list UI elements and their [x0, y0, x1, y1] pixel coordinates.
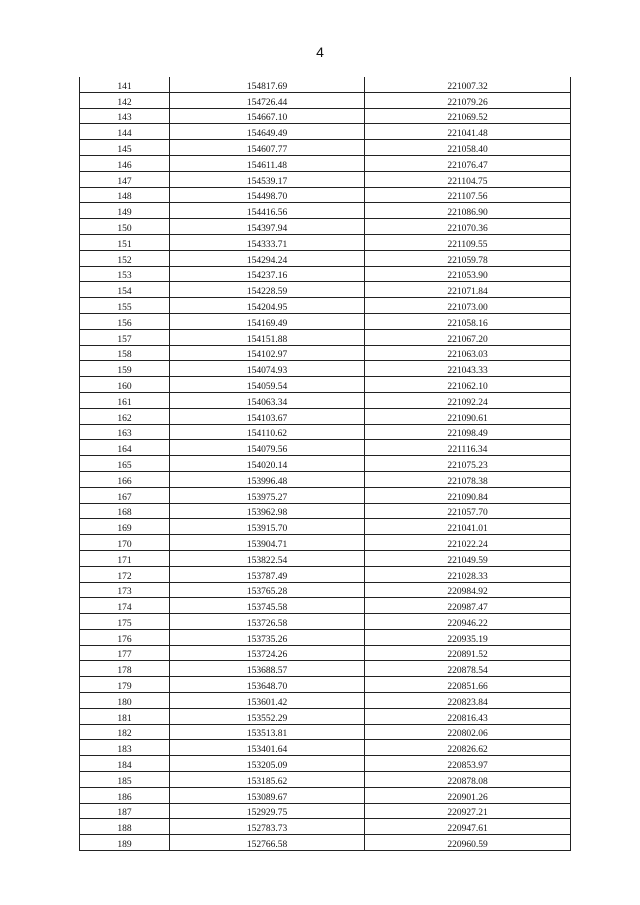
point-number-cell: 189	[80, 835, 170, 851]
x-coordinate-cell: 153089.67	[170, 787, 365, 803]
point-number-cell: 185	[80, 772, 170, 788]
y-coordinate-cell: 221053.90	[365, 266, 571, 282]
table-row	[80, 313, 571, 329]
y-coordinate-cell: 221070.36	[365, 219, 571, 235]
y-coordinate-cell: 220947.61	[365, 819, 571, 835]
point-number-cell: 145	[80, 140, 170, 156]
table-row	[80, 819, 571, 835]
table-row	[80, 282, 571, 298]
table-row	[80, 234, 571, 250]
x-coordinate-cell: 154059.54	[170, 377, 365, 393]
table-row	[80, 598, 571, 614]
y-coordinate-cell: 221041.01	[365, 519, 571, 535]
x-coordinate-cell: 154667.10	[170, 108, 365, 124]
x-coordinate-cell: 153401.64	[170, 740, 365, 756]
point-number-cell: 170	[80, 535, 170, 551]
point-number-cell: 173	[80, 582, 170, 598]
point-number-cell: 144	[80, 124, 170, 140]
y-coordinate-cell: 221098.49	[365, 424, 571, 440]
table-row	[80, 77, 571, 92]
x-coordinate-cell: 154169.49	[170, 313, 365, 329]
point-number-cell: 178	[80, 661, 170, 677]
point-number-cell: 158	[80, 345, 170, 361]
point-number-cell: 179	[80, 677, 170, 693]
y-coordinate-cell: 220853.97	[365, 756, 571, 772]
table-row	[80, 835, 571, 851]
x-coordinate-cell: 154333.71	[170, 234, 365, 250]
x-coordinate-cell: 154498.70	[170, 187, 365, 203]
x-coordinate-cell: 152783.73	[170, 819, 365, 835]
table-row	[80, 392, 571, 408]
x-coordinate-cell: 152766.58	[170, 835, 365, 851]
y-coordinate-cell: 220927.21	[365, 803, 571, 819]
x-coordinate-cell: 153787.49	[170, 566, 365, 582]
x-coordinate-cell: 154102.97	[170, 345, 365, 361]
point-number-cell: 147	[80, 171, 170, 187]
point-number-cell: 157	[80, 329, 170, 345]
x-coordinate-cell: 154726.44	[170, 92, 365, 108]
point-number-cell: 169	[80, 519, 170, 535]
x-coordinate-cell: 154817.69	[170, 77, 365, 92]
x-coordinate-cell: 153726.58	[170, 614, 365, 630]
y-coordinate-cell: 220987.47	[365, 598, 571, 614]
x-coordinate-cell: 153765.28	[170, 582, 365, 598]
point-number-cell: 164	[80, 440, 170, 456]
x-coordinate-cell: 153822.54	[170, 550, 365, 566]
y-coordinate-cell: 220960.59	[365, 835, 571, 851]
table-row	[80, 471, 571, 487]
x-coordinate-cell: 154607.77	[170, 140, 365, 156]
table-row	[80, 787, 571, 803]
table-row	[80, 124, 571, 140]
table-row	[80, 250, 571, 266]
x-coordinate-cell: 154397.94	[170, 219, 365, 235]
table-row	[80, 187, 571, 203]
x-coordinate-cell: 153904.71	[170, 535, 365, 551]
y-coordinate-cell: 220878.08	[365, 772, 571, 788]
y-coordinate-cell: 220823.84	[365, 693, 571, 709]
table-row	[80, 424, 571, 440]
x-coordinate-cell: 153915.70	[170, 519, 365, 535]
point-number-cell: 153	[80, 266, 170, 282]
y-coordinate-cell: 221058.16	[365, 313, 571, 329]
x-coordinate-cell: 154079.56	[170, 440, 365, 456]
table-row	[80, 566, 571, 582]
table-row	[80, 345, 571, 361]
x-coordinate-cell: 153724.26	[170, 645, 365, 661]
y-coordinate-cell: 220878.54	[365, 661, 571, 677]
table-row	[80, 487, 571, 503]
y-coordinate-cell: 220984.92	[365, 582, 571, 598]
point-number-cell: 152	[80, 250, 170, 266]
y-coordinate-cell: 221028.33	[365, 566, 571, 582]
point-number-cell: 172	[80, 566, 170, 582]
table-row	[80, 629, 571, 645]
x-coordinate-cell: 153513.81	[170, 724, 365, 740]
table-row	[80, 677, 571, 693]
point-number-cell: 161	[80, 392, 170, 408]
y-coordinate-cell: 221041.48	[365, 124, 571, 140]
table-row	[80, 645, 571, 661]
y-coordinate-cell: 220816.43	[365, 708, 571, 724]
y-coordinate-cell: 221073.00	[365, 298, 571, 314]
y-coordinate-cell: 221109.55	[365, 234, 571, 250]
table-row	[80, 661, 571, 677]
x-coordinate-cell: 153745.58	[170, 598, 365, 614]
x-coordinate-cell: 153688.57	[170, 661, 365, 677]
x-coordinate-cell: 154204.95	[170, 298, 365, 314]
y-coordinate-cell: 221090.84	[365, 487, 571, 503]
y-coordinate-cell: 220946.22	[365, 614, 571, 630]
point-number-cell: 184	[80, 756, 170, 772]
point-number-cell: 148	[80, 187, 170, 203]
point-number-cell: 181	[80, 708, 170, 724]
table-row	[80, 266, 571, 282]
y-coordinate-cell: 220826.62	[365, 740, 571, 756]
x-coordinate-cell: 154294.24	[170, 250, 365, 266]
table-row	[80, 155, 571, 171]
point-number-cell: 176	[80, 629, 170, 645]
y-coordinate-cell: 220802.06	[365, 724, 571, 740]
table-row	[80, 708, 571, 724]
table-row	[80, 582, 571, 598]
y-coordinate-cell: 220935.19	[365, 629, 571, 645]
y-coordinate-cell: 220891.52	[365, 645, 571, 661]
table-row	[80, 171, 571, 187]
table-row	[80, 92, 571, 108]
point-number-cell: 171	[80, 550, 170, 566]
y-coordinate-cell: 221076.47	[365, 155, 571, 171]
x-coordinate-cell: 153185.62	[170, 772, 365, 788]
y-coordinate-cell: 220901.26	[365, 787, 571, 803]
table-row	[80, 361, 571, 377]
point-number-cell: 162	[80, 408, 170, 424]
table-row	[80, 535, 571, 551]
table-row	[80, 756, 571, 772]
point-number-cell: 165	[80, 456, 170, 472]
table-row	[80, 614, 571, 630]
point-number-cell: 182	[80, 724, 170, 740]
point-number-cell: 160	[80, 377, 170, 393]
point-number-cell: 174	[80, 598, 170, 614]
point-number-cell: 177	[80, 645, 170, 661]
point-number-cell: 142	[80, 92, 170, 108]
y-coordinate-cell: 221007.32	[365, 77, 571, 92]
y-coordinate-cell: 221063.03	[365, 345, 571, 361]
point-number-cell: 163	[80, 424, 170, 440]
table-row	[80, 519, 571, 535]
x-coordinate-cell: 153601.42	[170, 693, 365, 709]
point-number-cell: 154	[80, 282, 170, 298]
table-row	[80, 203, 571, 219]
point-number-cell: 187	[80, 803, 170, 819]
point-number-cell: 166	[80, 471, 170, 487]
point-number-cell: 146	[80, 155, 170, 171]
x-coordinate-cell: 153996.48	[170, 471, 365, 487]
point-number-cell: 149	[80, 203, 170, 219]
table-row	[80, 377, 571, 393]
x-coordinate-cell: 154103.67	[170, 408, 365, 424]
point-number-cell: 156	[80, 313, 170, 329]
point-number-cell: 188	[80, 819, 170, 835]
y-coordinate-cell: 221107.56	[365, 187, 571, 203]
x-coordinate-cell: 153552.29	[170, 708, 365, 724]
y-coordinate-cell: 221049.59	[365, 550, 571, 566]
x-coordinate-cell: 154649.49	[170, 124, 365, 140]
table-row	[80, 772, 571, 788]
y-coordinate-cell: 221022.24	[365, 535, 571, 551]
x-coordinate-cell: 154416.56	[170, 203, 365, 219]
y-coordinate-cell: 221043.33	[365, 361, 571, 377]
x-coordinate-cell: 153962.98	[170, 503, 365, 519]
y-coordinate-cell: 221069.52	[365, 108, 571, 124]
y-coordinate-cell: 221078.38	[365, 471, 571, 487]
point-number-cell: 168	[80, 503, 170, 519]
y-coordinate-cell: 221067.20	[365, 329, 571, 345]
x-coordinate-cell: 152929.75	[170, 803, 365, 819]
x-coordinate-cell: 153735.26	[170, 629, 365, 645]
y-coordinate-cell: 221092.24	[365, 392, 571, 408]
y-coordinate-cell: 221062.10	[365, 377, 571, 393]
x-coordinate-cell: 153205.09	[170, 756, 365, 772]
y-coordinate-cell: 221086.90	[365, 203, 571, 219]
point-number-cell: 183	[80, 740, 170, 756]
y-coordinate-cell: 221059.78	[365, 250, 571, 266]
point-number-cell: 180	[80, 693, 170, 709]
point-number-cell: 141	[80, 77, 170, 92]
y-coordinate-cell: 221090.61	[365, 408, 571, 424]
table-row	[80, 219, 571, 235]
y-coordinate-cell: 221079.26	[365, 92, 571, 108]
x-coordinate-cell: 154110.62	[170, 424, 365, 440]
coordinates-table-body	[80, 77, 571, 851]
point-number-cell: 159	[80, 361, 170, 377]
x-coordinate-cell: 154228.59	[170, 282, 365, 298]
page-number: 4	[316, 44, 324, 60]
table-row	[80, 803, 571, 819]
x-coordinate-cell: 154237.16	[170, 266, 365, 282]
point-number-cell: 150	[80, 219, 170, 235]
point-number-cell: 175	[80, 614, 170, 630]
point-number-cell: 167	[80, 487, 170, 503]
x-coordinate-cell: 154611.48	[170, 155, 365, 171]
y-coordinate-cell: 221075.23	[365, 456, 571, 472]
x-coordinate-cell: 154074.93	[170, 361, 365, 377]
table-row	[80, 724, 571, 740]
table-row	[80, 456, 571, 472]
table-row	[80, 440, 571, 456]
table-row	[80, 298, 571, 314]
x-coordinate-cell: 153975.27	[170, 487, 365, 503]
y-coordinate-cell: 221116.34	[365, 440, 571, 456]
table-row	[80, 408, 571, 424]
y-coordinate-cell: 221057.70	[365, 503, 571, 519]
x-coordinate-cell: 154151.88	[170, 329, 365, 345]
y-coordinate-cell: 221104.75	[365, 171, 571, 187]
point-number-cell: 186	[80, 787, 170, 803]
point-number-cell: 155	[80, 298, 170, 314]
point-number-cell: 151	[80, 234, 170, 250]
y-coordinate-cell: 220851.66	[365, 677, 571, 693]
table-row	[80, 140, 571, 156]
table-row	[80, 108, 571, 124]
x-coordinate-cell: 153648.70	[170, 677, 365, 693]
y-coordinate-cell: 221058.40	[365, 140, 571, 156]
table-row	[80, 503, 571, 519]
table-row	[80, 329, 571, 345]
point-number-cell: 143	[80, 108, 170, 124]
x-coordinate-cell: 154020.14	[170, 456, 365, 472]
table-row	[80, 550, 571, 566]
x-coordinate-cell: 154063.34	[170, 392, 365, 408]
table-row	[80, 740, 571, 756]
x-coordinate-cell: 154539.17	[170, 171, 365, 187]
y-coordinate-cell: 221071.84	[365, 282, 571, 298]
coordinates-table	[79, 77, 571, 851]
table-row	[80, 693, 571, 709]
